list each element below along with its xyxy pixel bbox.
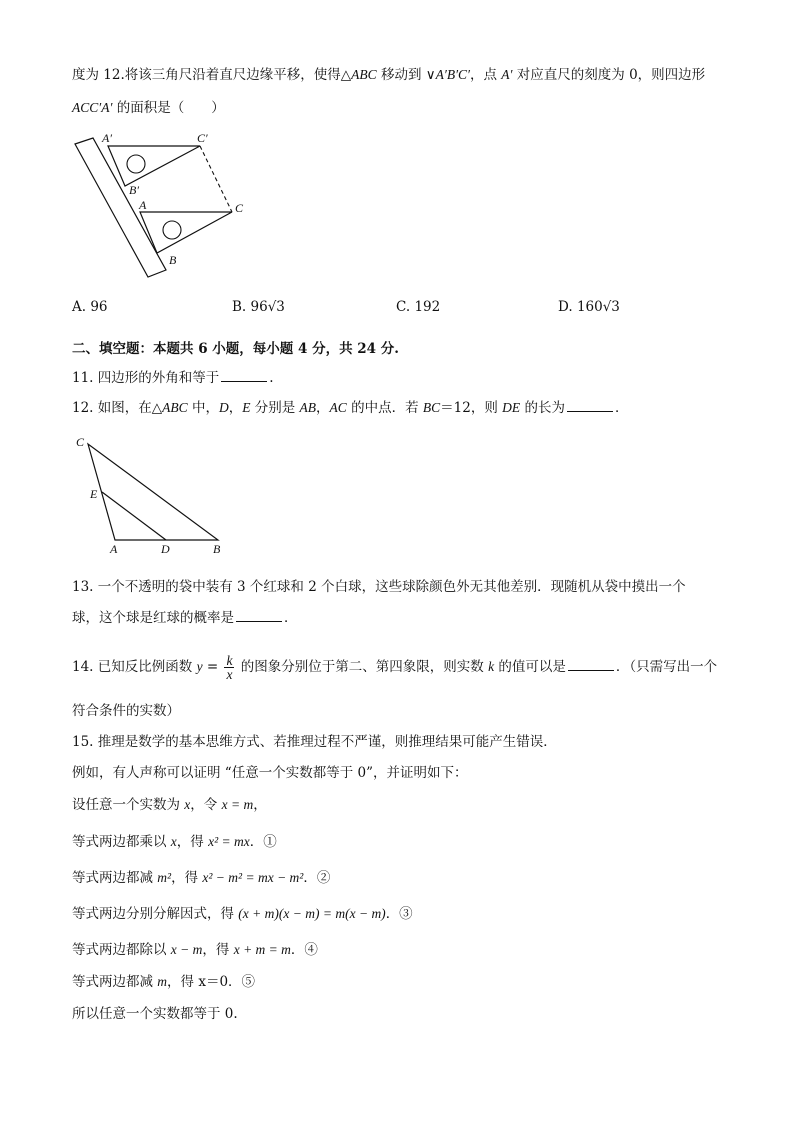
q15-formula: x＝0: [198, 974, 229, 990]
q15-line-7: [72, 941, 318, 959]
q12-var: ABC: [162, 400, 188, 415]
q14-text: =: [202, 659, 223, 675]
q15-line-4: [72, 833, 277, 851]
q10-text: 对应直尺的刻度为 0，则四边形: [512, 67, 706, 83]
q13-line-2: [72, 609, 298, 627]
q12-text: 中，: [187, 400, 219, 416]
dashed-segment-cc1: [200, 146, 232, 212]
q15-text: 设任意一个实数为: [72, 797, 185, 813]
q14-line-2: 符合条件的实数）: [72, 703, 180, 719]
label-e: E: [90, 487, 98, 501]
q15-text: ．④: [290, 942, 318, 958]
q13-line-1: 13. 一个不透明的袋中装有 3 个红球和 2 个白球，这些球除颜色外无其他差别．现随机从袋中摸出一个: [72, 579, 686, 595]
label-c1: C′: [197, 131, 208, 145]
numerator: k: [226, 653, 233, 668]
q15-text: ．②: [303, 870, 331, 886]
q10-var: A′: [501, 67, 513, 82]
triangle-hole-lower: [163, 221, 181, 239]
q15-line-6: [72, 905, 413, 923]
label-c: C: [235, 201, 244, 215]
q12-var: DE: [502, 400, 521, 415]
q10-line-1: [72, 66, 705, 84]
q15-formula: x² − m² = mx − m²: [202, 870, 304, 885]
q10-text: 移动到 ∨: [376, 67, 436, 83]
section-heading: 二、填空题：本题共 6 小题，每小题 4 分，共 24 分.: [72, 341, 399, 357]
q15-text: ．⑤: [228, 974, 256, 990]
fraction-k-over-x: [224, 654, 234, 681]
q15-formula: x² = mx: [208, 834, 250, 849]
answer-blank[interactable]: [568, 658, 614, 671]
q15-line-1: 15. 推理是数学的基本思维方式、若推理过程不严谨，则推理结果可能产生错误．: [72, 734, 557, 750]
q10-var: ABC: [351, 67, 377, 82]
q10-line-2: [72, 99, 225, 117]
q11-text: 11. 四边形的外角和等于: [72, 370, 220, 386]
q15-var: x: [184, 797, 191, 812]
denominator: x: [226, 667, 233, 682]
q12-text: 12. 如图，在△: [72, 400, 163, 416]
segment-de: [102, 492, 166, 540]
q15-text: ，得: [176, 834, 209, 850]
q12-text: ＝12，则: [440, 400, 503, 416]
q15-text: 等式两边都减: [72, 974, 158, 990]
q15-text: ，得: [171, 870, 203, 886]
triangle-abc-q12: [88, 444, 218, 540]
q12: [72, 399, 628, 417]
answer-blank[interactable]: [236, 609, 282, 622]
q14-var: k: [488, 659, 495, 674]
q15-var: m²: [157, 870, 172, 885]
option-c: C. 192: [396, 299, 441, 315]
label-b1: B′: [129, 183, 139, 197]
q15-text: ，令: [190, 797, 222, 813]
q14-text: ．（只需写出一个: [615, 659, 718, 675]
q11-tail: .: [269, 370, 274, 386]
option-b: B. 96√3: [232, 299, 285, 315]
q15-text: ，得: [202, 942, 234, 958]
q15-text: ，: [253, 797, 267, 813]
option-d: D. 160√3: [558, 299, 620, 315]
q12-text: 分别是: [250, 400, 300, 416]
triangle-hole-upper: [127, 155, 145, 173]
q12-text: 的中点．若: [346, 400, 423, 416]
q14-text: 14. 已知反比例函数: [72, 659, 197, 675]
label-a: A: [139, 198, 147, 212]
q10-text: 度为 12.将该三角尺沿着直尺边缘平移，使得△: [72, 67, 352, 83]
q14-line-1: [72, 653, 717, 681]
q15-text: ．③: [385, 906, 413, 922]
q15-formula: (x + m)(x − m) = m(x − m): [238, 906, 386, 921]
q15-text: 等式两边都除以: [72, 942, 171, 958]
q12-tail: ．: [614, 400, 629, 416]
q12-var: BC: [422, 400, 441, 415]
label-d: D: [161, 542, 170, 556]
answer-blank[interactable]: [221, 369, 267, 382]
q15-text: ．①: [249, 834, 277, 850]
triangle-a1b1c1: [108, 146, 200, 186]
q15-text: 等式两边都减: [72, 870, 158, 886]
q10-var: A′B′C′: [435, 67, 470, 82]
option-a: A. 96: [72, 299, 108, 315]
q10-text: ，点: [469, 67, 502, 83]
q12-text: ，: [228, 400, 243, 416]
label-b: B: [169, 253, 177, 267]
q13-text: 球，这个球是红球的概率是: [72, 610, 234, 626]
answer-blank[interactable]: [567, 399, 613, 412]
q15-formula: x = m: [221, 797, 254, 812]
ruler: [75, 138, 166, 277]
label-a1: A′: [102, 131, 112, 145]
q12-text: 的长为: [520, 400, 565, 416]
q15-line-8: [72, 973, 255, 991]
q15-line-3: [72, 796, 267, 814]
q15-line-2: 例如，有人声称可以证明 “任意一个实数都等于 0”，并证明如下：: [72, 765, 468, 781]
q14-text: 的值可以是: [494, 659, 566, 675]
q10-text: 的面积是（ ）: [112, 100, 225, 116]
q14-text: 的图象分别位于第二、第四象限，则实数: [236, 659, 489, 675]
label-a: A: [110, 542, 118, 556]
q10-figure: [60, 126, 260, 286]
q15-text: ，得: [167, 974, 199, 990]
label-b: B: [213, 542, 221, 556]
q14-var: y: [196, 659, 203, 674]
q11: [72, 369, 274, 387]
q12-var: D: [218, 400, 229, 415]
q13-tail: ．: [284, 610, 298, 626]
q15-formula: x + m = m: [233, 942, 291, 957]
q15-text: 等式两边分别分解因式，得: [72, 906, 239, 922]
q15-var: x: [170, 834, 177, 849]
q12-figure: [70, 432, 240, 560]
q12-var: AB: [299, 400, 317, 415]
q12-var: AC: [329, 400, 347, 415]
q15-line-5: [72, 869, 330, 887]
label-c: C: [76, 435, 85, 449]
q15-var: m: [157, 974, 168, 989]
q15-text: 等式两边都乘以: [72, 834, 171, 850]
q15-line-9: 所以任意一个实数都等于 0.: [72, 1006, 238, 1022]
q15-formula: x − m: [170, 942, 203, 957]
q10-var: ACC′A′: [72, 100, 113, 115]
q12-text: ，: [316, 400, 330, 416]
q12-var: E: [242, 400, 251, 415]
